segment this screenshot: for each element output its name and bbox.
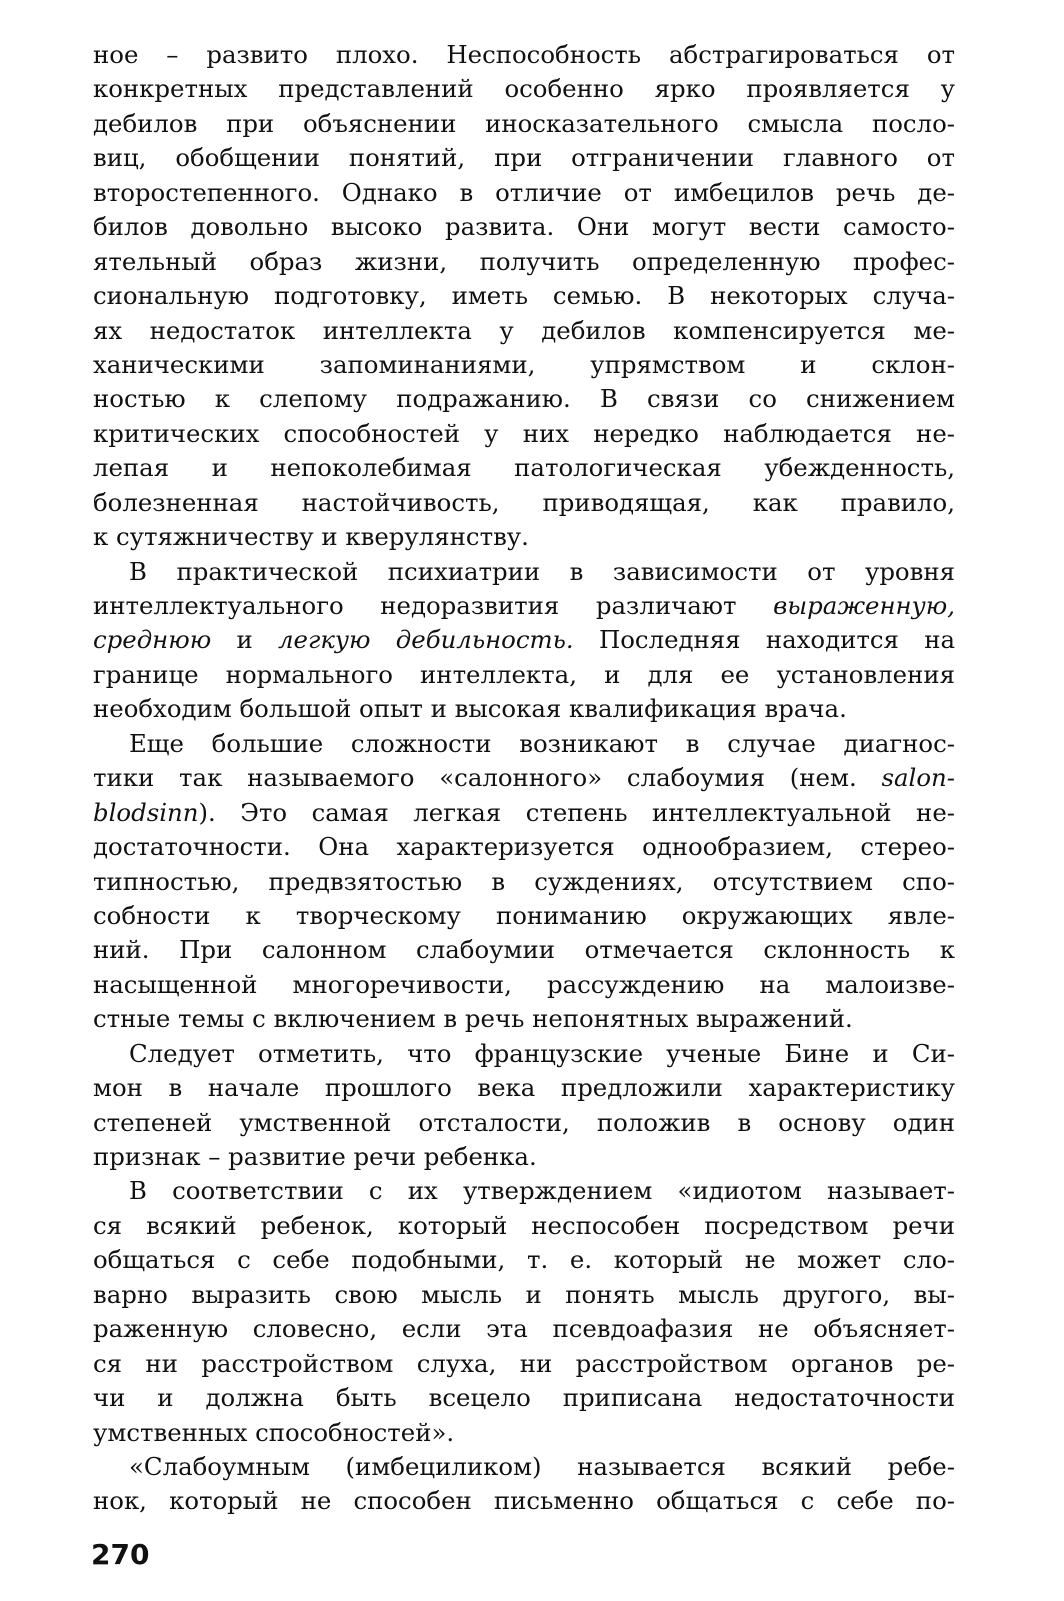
text-line: болезненная настойчивость, приводящая, как правило, (93, 487, 955, 517)
text-line: ся всякий ребенок, который неспособен посредством речи (93, 1210, 955, 1240)
text-line: умственных способностей». (93, 1417, 455, 1447)
text-line: к сутяжничеству и кверулянству. (93, 522, 529, 552)
text-line: В соответствии с их утверждением «идиотом называет- (129, 1176, 955, 1206)
text-line: тики так называемого «салонного» слабоумия (нем. salon- (93, 763, 955, 793)
text-line: Следует отметить, что французские ученые Бине и Си- (129, 1038, 955, 1068)
text-line: ся ни расстройством слуха, ни расстройством органов ре- (93, 1348, 955, 1378)
text-line: ностью к слепому подражанию. В связи со снижением (93, 384, 955, 414)
text-line: достаточности. Она характеризуется однообразием, стерео- (93, 832, 955, 862)
text-line: сиональную подготовку, иметь семью. В некоторых случа- (93, 281, 955, 311)
text-line: В практической психиатрии в зависимости от уровня (129, 556, 955, 586)
text-line: степеней умственной отсталости, положив в основу один (93, 1107, 955, 1137)
text-line: типностью, предвзятостью в суждениях, отсутствием спо- (93, 866, 955, 896)
text-line: стные темы с включением в речь непонятных выражений. (93, 1004, 853, 1034)
text-line: интеллектуального недоразвития различают выраженную, (93, 591, 955, 620)
text-line: ятельный образ жизни, получить определенную профес- (93, 246, 955, 276)
text-line: конкретных представлений особенно ярко проявляется у (93, 74, 955, 104)
text-line: blodsinn). Это самая легкая степень интеллектуальной не- (93, 797, 955, 827)
text-line: виц, обобщении понятий, при отграничении главного от (93, 143, 955, 173)
text-line: мон в начале прошлого века предложили характеристику (93, 1073, 955, 1103)
text-line: насыщенной многоречивости, рассуждению на малоизве- (93, 969, 955, 999)
text-line: ханическими запоминаниями, упрямством и склон- (93, 349, 955, 379)
text-line: признак – развитие речи ребенка. (93, 1142, 537, 1171)
text-line: Еще большие сложности возникают в случае диагнос- (129, 728, 955, 758)
text-line: нок, который не способен письменно общаться с себе по- (93, 1486, 955, 1516)
page-number: 270 (91, 1538, 150, 1571)
text-line: варно выразить свою мысль и понять мысль другого, вы- (93, 1279, 955, 1309)
text-line: среднюю и легкую дебильность. Последняя находится на (93, 625, 955, 655)
text-line: чи и должна быть всецело приписана недостаточности (93, 1383, 955, 1413)
text-line: необходим большой опыт и высокая квалификация врача. (93, 694, 847, 724)
text-line: ний. При салонном слабоумии отмечается склонность к (93, 935, 955, 965)
text-line: собности к творческому пониманию окружающих явле- (93, 900, 955, 930)
text-line: ях недостаток интеллекта у дебилов компенсируется ме- (93, 315, 955, 345)
text-line: критических способностей у них нередко наблюдается не- (93, 418, 955, 448)
book-page-text (93, 38, 955, 1558)
text-line: «Слабоумным (имбециликом) называется всякий ребе- (129, 1451, 955, 1481)
text-line: ное – развито плохо. Неспособность абстрагироваться от (93, 40, 955, 69)
text-line: дебилов при объяснении иносказательного смысла посло- (93, 108, 955, 138)
text-line: раженную словесно, если эта псевдоафазия не объясняет- (93, 1314, 955, 1344)
text-line: общаться с себе подобными, т. е. который не может сло- (93, 1245, 955, 1275)
text-line: билов довольно высоко развита. Они могут вести самосто- (93, 212, 955, 242)
text-line: границе нормального интеллекта, и для ее установления (93, 659, 955, 689)
text-line: лепая и непоколебимая патологическая убежденность, (93, 453, 955, 483)
text-line: второстепенного. Однако в отличие от имбецилов речь де- (93, 177, 955, 207)
